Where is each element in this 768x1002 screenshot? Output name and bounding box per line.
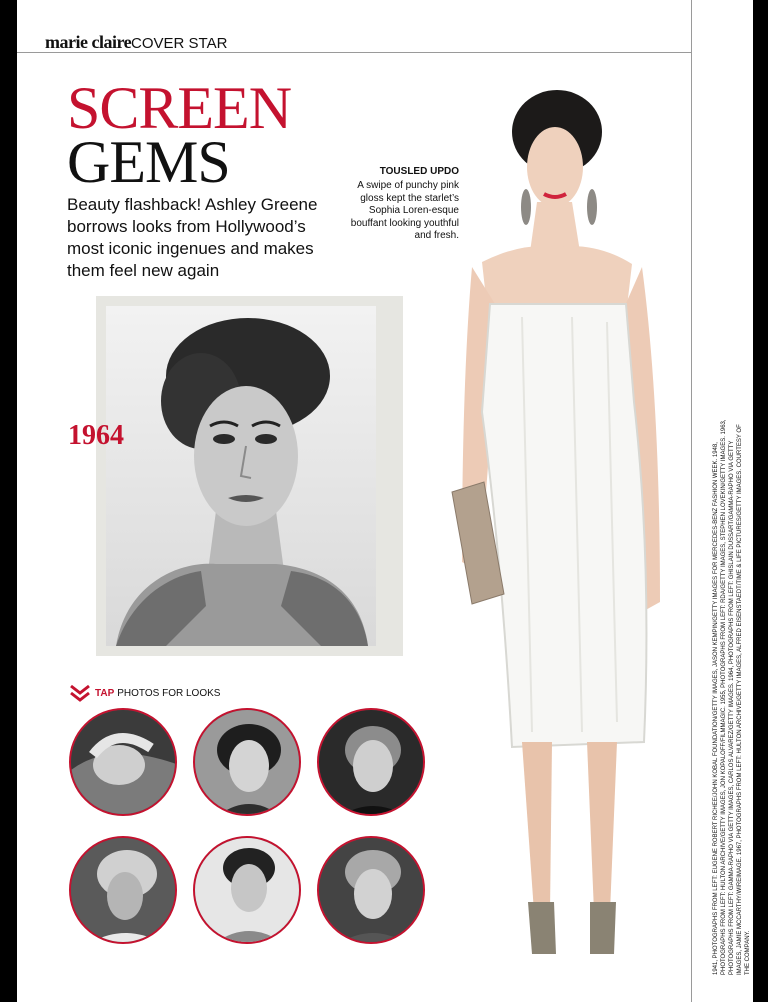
thumbnail-3[interactable]: [317, 708, 425, 816]
year-label: 1964: [68, 420, 124, 451]
thumbnail-1[interactable]: [69, 708, 177, 816]
right-black-bar: [753, 0, 768, 1002]
left-black-bar: [0, 0, 17, 1002]
tap-instruction: [69, 684, 220, 702]
caption-heading: TOUSLED UPDO: [379, 166, 459, 177]
headline-line-2: GEMS: [67, 129, 230, 195]
photo-credits: 1941, PHOTOGRAPHS FROM LEFT: EUGENE ROBERT RICHEE/JOHN KOBAL FOUNDATION/GETTY IMAGES, JASON KEMPIN/GETTY IMAGES FOR MERCEDES-BENZ FASHION WEEK. 1948, PHOTOGRAPHS FROM LEFT: HULTON ARCHIVE/GETTY IMAGES, JON KOPALOFF/FILMMAGIC. 1955, PHOTOGRAPHS FROM LEFT: RDA/GETTY IMAGES, STEPHEN LOVEKIN/GETTY IMAGES. 1963, PHOTOGRAPHS FROM LEFT: GAMMA-RAPHO VIA GETTY IMAGES, CARLOS ALVAREZ/GETTY IMAGES. 1964, PHOTOGRAPHS FROM LEFT: GHISLAIN DUSSART/GAMMA-RAPHO VIA GETTY IMAGES, JAMIE MCCARTHY/WIREIMAGE. 1967, PHOTOGRAPHS FROM LEFT: HULTON ARCHIVE/GETTY IMAGES, ALFRED EISENSTAEDT/TIME & LIFE PICTURES/GETTY IMAGES. COURTESY OF THE COMPANY.: [713, 419, 751, 975]
caption-body: A swipe of punchy pink gloss kept the starlet’s Sophia Loren-esque bouffant looking youthful and fresh.: [350, 180, 459, 241]
header-divider: [17, 52, 691, 53]
magazine-page: [17, 0, 691, 1002]
dek-text: Beauty flashback! Ashley Greene borrows looks from Hollywood’s most iconic ingenues and makes them feel new again: [67, 195, 318, 280]
tap-rest: PHOTOS FOR LOOKS: [117, 687, 221, 699]
featured-portrait-photo[interactable]: [106, 306, 376, 646]
featured-photo-frame: [96, 296, 403, 656]
model-photo: [422, 82, 692, 962]
tap-word: TAP: [95, 687, 115, 699]
brand-logo: marie claire: [45, 32, 132, 52]
thumbnail-5[interactable]: [193, 836, 301, 944]
thumbnail-6[interactable]: [317, 836, 425, 944]
thumbnail-4[interactable]: [69, 836, 177, 944]
double-chevron-down-icon: [69, 684, 91, 702]
headline-line-1: SCREEN: [67, 75, 292, 141]
thumbnail-2[interactable]: [193, 708, 301, 816]
section-label: COVER STAR: [131, 35, 228, 52]
